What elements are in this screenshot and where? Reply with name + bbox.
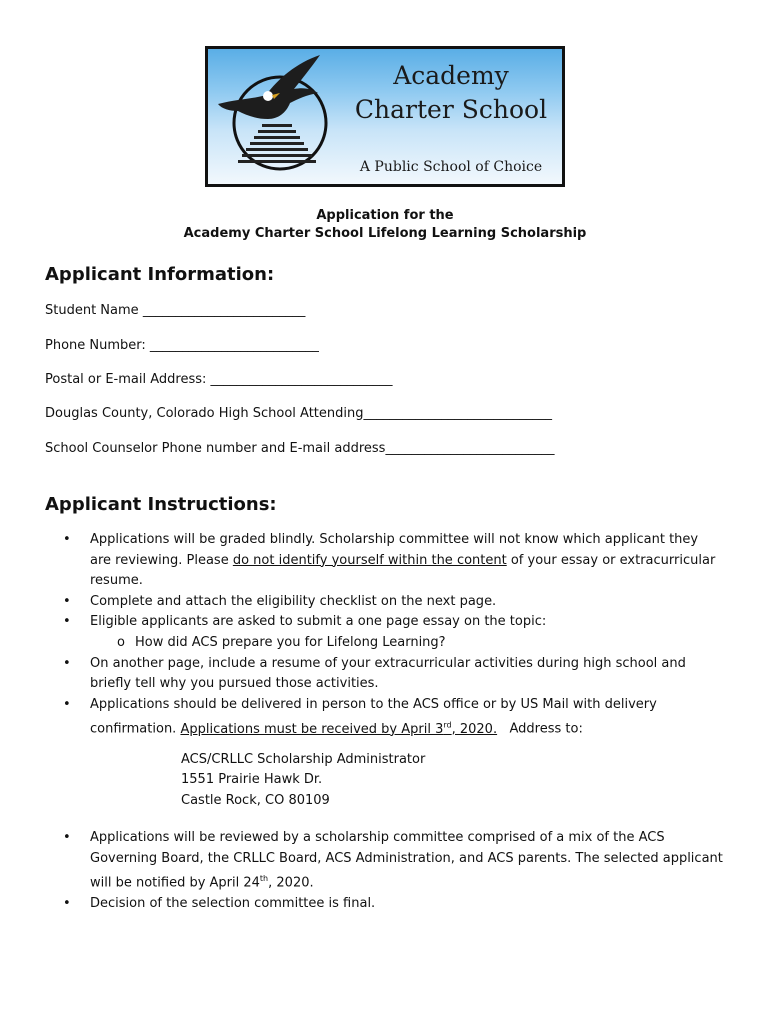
list-item: • Applications will be reviewed by a scholarship committee comprised of a mix of the ACS Governing Board, the CRLLC Board, ACS Administration, and ACS parents. The selected applicant will be notified by April 24th, 2020. [63, 828, 723, 894]
mailing-address [181, 750, 425, 811]
high-school-field[interactable] [45, 406, 552, 421]
title-line2: Academy Charter School Lifelong Learning Scholarship [183, 226, 587, 241]
title-line1: Application for the [316, 208, 454, 223]
field-blank[interactable]: ____________________________ [210, 372, 393, 387]
sub-list [90, 633, 723, 654]
field-label: Phone Number: [45, 338, 146, 353]
phone-number-field[interactable] [45, 338, 319, 353]
logo-name-line1: Academy [393, 61, 509, 90]
field-label: School Counselor Phone number and E-mail address [45, 441, 386, 456]
list-item: • Applications should be delivered in person to the ACS office or by US Mail with delivery confirmation. Applications must be received by April 3rd, 2020. Address to: [63, 695, 723, 741]
field-label: Postal or E-mail Address: [45, 372, 207, 387]
field-blank[interactable]: __________________________ [385, 441, 555, 456]
list-item: • Complete and attach the eligibility checklist on the next page. [63, 592, 723, 613]
applicant-information-heading: Applicant Information: [45, 264, 275, 285]
address-line2: 1551 Prairie Hawk Dr. [181, 772, 323, 788]
student-name-field[interactable] [45, 303, 305, 318]
instructions-list-2 [63, 828, 723, 915]
field-label: Douglas County, Colorado High School Attending [45, 406, 364, 421]
document-title [0, 207, 770, 243]
field-blank[interactable]: _________________________ [142, 303, 306, 318]
school-logo [205, 46, 565, 187]
sub-list-item: o How did ACS prepare you for Lifelong Learning? [135, 633, 723, 654]
list-item: • Eligible applicants are asked to submit a one page essay on the topic: o How did ACS prepare you for Lifelong Learning? [63, 612, 723, 653]
address-field[interactable] [45, 372, 393, 387]
logo-tagline: A Public School of Choice [359, 159, 543, 175]
field-blank[interactable]: __________________________ [149, 338, 319, 353]
list-item: • Applications will be graded blindly. Scholarship committee will not know which applicant they are reviewing. Please do not identify yourself within the content of your essay or extracurricular resume. [63, 530, 723, 592]
address-line1: ACS/CRLLC Scholarship Administrator [181, 752, 426, 767]
list-item: • Decision of the selection committee is final. [63, 894, 723, 915]
field-label: Student Name [45, 303, 139, 318]
list-item: • On another page, include a resume of your extracurricular activities during high school and briefly tell why you pursued those activities. [63, 654, 723, 695]
logo-school-name [346, 59, 556, 127]
instructions-list-1 [63, 530, 723, 740]
counselor-contact-field[interactable] [45, 441, 554, 456]
field-blank[interactable]: _____________________________ [363, 406, 552, 421]
applicant-instructions-heading: Applicant Instructions: [45, 494, 277, 515]
logo-name-line2: Charter School [354, 95, 548, 124]
address-line3: Castle Rock, CO 80109 [181, 792, 330, 808]
